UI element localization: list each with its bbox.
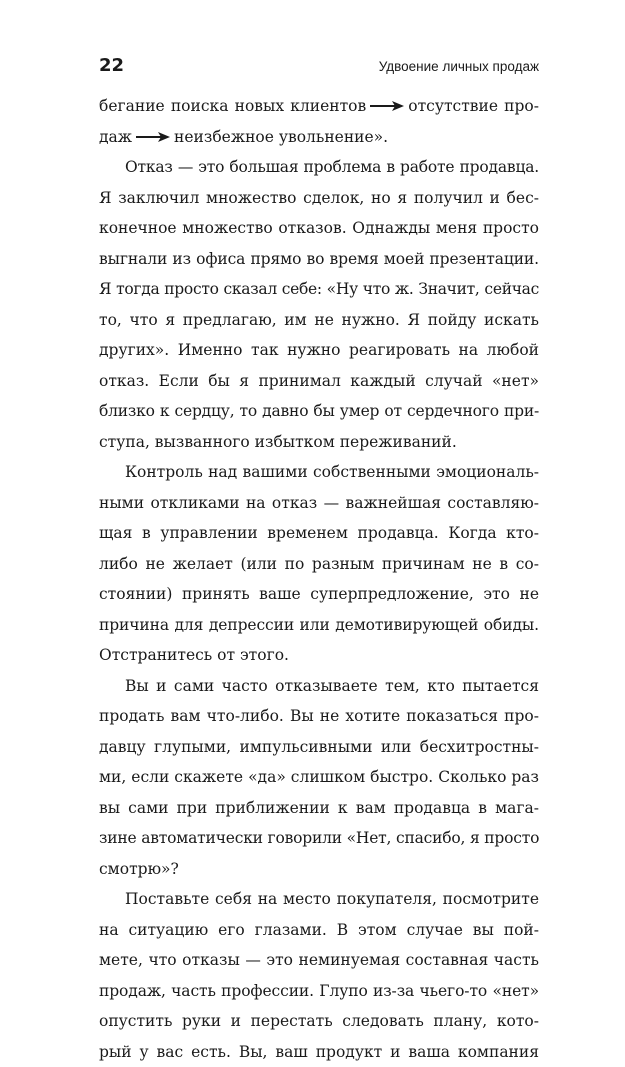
body-text	[99, 91, 539, 1067]
paragraph-5-line: рый у вас есть. Вы, ваш продукт и ваша компания	[99, 1037, 539, 1067]
paragraph-5-line: продаж, часть профессии. Глупо из-за чьего-то «нет»	[99, 976, 539, 1007]
paragraph-5-line: Поставьте себя на место покупателя, посмотрите	[99, 884, 539, 915]
page-number: 22	[99, 55, 124, 76]
paragraph-3-line: Отстранитесь от этого.	[99, 640, 539, 671]
paragraph-2-line: Я заключил множество сделок, но я получил и бес-	[99, 183, 539, 214]
paragraph-5-line: опустить руки и перестать следовать плану, кото-	[99, 1006, 539, 1037]
text-fragment: отсутствие про-	[408, 97, 539, 115]
paragraph-3-line: либо не желает (или по разным причинам не в со-	[99, 549, 539, 580]
paragraph-5-line: мете, что отказы — это неминуемая составная часть	[99, 945, 539, 976]
paragraph-4-line: ми, если скажете «да» слишком быстро. Сколько раз	[99, 762, 539, 793]
right-arrow-icon	[370, 100, 404, 112]
paragraph-4-line: давцу глупыми, импульсивными или бесхитростны-	[99, 732, 539, 763]
paragraph-4-line: зине автоматически говорили «Нет, спасибо, я просто	[99, 823, 539, 854]
paragraph-5-line: на ситуацию его глазами. В этом случае вы пой-	[99, 915, 539, 946]
text-fragment: бегание поиска новых клиентов	[99, 97, 366, 115]
paragraph-3-line: Контроль над вашими собственными эмоциональ-	[99, 457, 539, 488]
paragraph-2-line: выгнали из офиса прямо во время моей презентации.	[99, 244, 539, 275]
paragraph-2-line: отказ. Если бы я принимал каждый случай «нет»	[99, 366, 539, 397]
paragraph-2-line: близко к сердцу, то давно бы умер от сердечного при-	[99, 396, 539, 427]
paragraph-2-line: конечное множество отказов. Однажды меня просто	[99, 213, 539, 244]
paragraph-3-line: щая в управлении временем продавца. Когда кто-	[99, 518, 539, 549]
paragraph-2-line: то, что я предлагаю, им не нужно. Я пойду искать	[99, 305, 539, 336]
paragraph-3-line: причина для депрессии или демотивирующей обиды.	[99, 610, 539, 641]
paragraph-4-line: Вы и сами часто отказываете тем, кто пытается	[99, 671, 539, 702]
paragraph-4-line: продать вам что-либо. Вы не хотите показаться про-	[99, 701, 539, 732]
paragraph-2-line: Я тогда просто сказал себе: «Ну что ж. Значит, сейчас	[99, 274, 539, 305]
paragraph-2-line: других». Именно так нужно реагировать на любой	[99, 335, 539, 366]
paragraph-2-line: ступа, вызванного избытком переживаний.	[99, 427, 539, 458]
paragraph-3-line: ными откликами на отказ — важнейшая составляю-	[99, 488, 539, 519]
page-header	[99, 55, 539, 79]
running-title: Удвоение личных продаж	[379, 59, 539, 74]
paragraph-3-line: стоянии) принять ваше суперпредложение, это не	[99, 579, 539, 610]
text-fragment: даж	[99, 128, 132, 146]
paragraph-1-line-2	[99, 122, 539, 153]
paragraph-4-line: смотрю»?	[99, 854, 539, 885]
text-fragment: неизбежное увольнение».	[174, 128, 388, 146]
paragraph-1-line-1	[99, 91, 539, 122]
paragraph-2-line: Отказ — это большая проблема в работе продавца.	[99, 152, 539, 183]
right-arrow-icon	[136, 131, 170, 143]
paragraph-4-line: вы сами при приближении к вам продавца в мага-	[99, 793, 539, 824]
